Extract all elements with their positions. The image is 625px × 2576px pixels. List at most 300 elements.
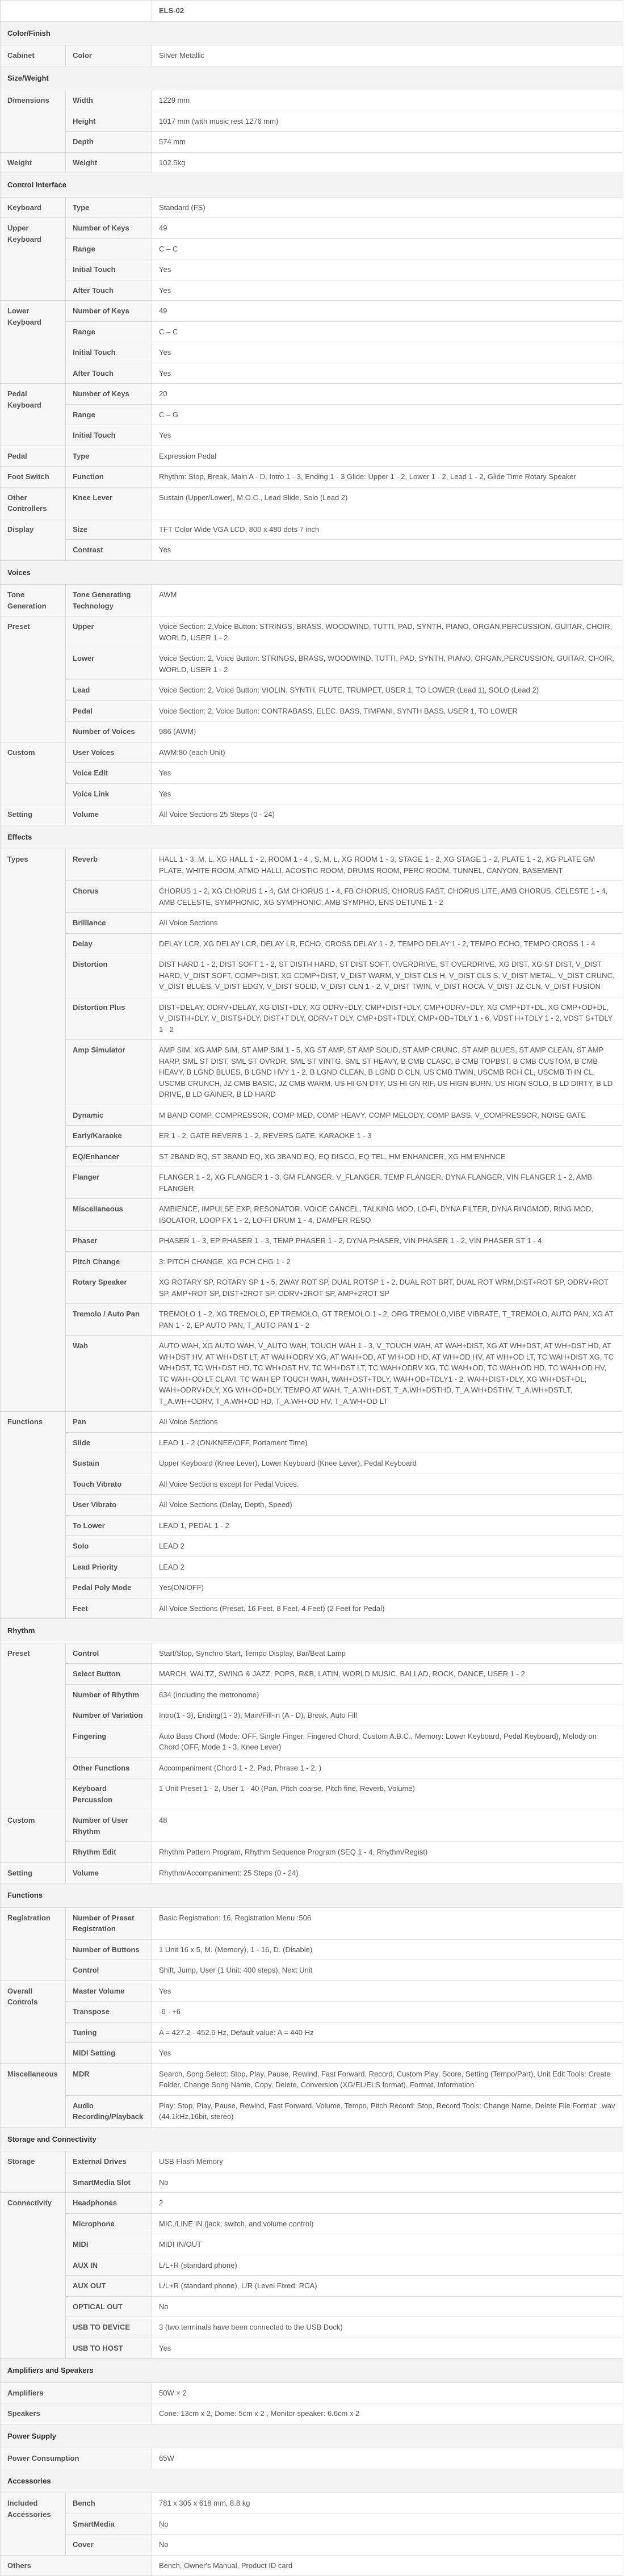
row-value: LEAD 2	[152, 1556, 623, 1578]
row-value: All Voice Sections except for Pedal Voices.	[152, 1474, 623, 1495]
row-label: Select Button	[66, 1664, 152, 1685]
section-header-row	[1, 1619, 623, 1643]
spec-row	[1, 45, 623, 66]
spec-row	[1, 997, 623, 1040]
row-group-label: Amplifiers	[1, 2382, 152, 2403]
row-label: AUX OUT	[66, 2276, 152, 2297]
row-label: Initial Touch	[66, 342, 152, 363]
spec-row	[1, 1578, 623, 1599]
spec-row	[1, 1556, 623, 1578]
spec-row	[1, 1167, 623, 1199]
row-value: Yes(ON/OFF)	[152, 1578, 623, 1599]
row-label: Initial Touch	[66, 259, 152, 280]
row-label: Color	[66, 45, 152, 66]
row-label: Rhythm Edit	[66, 1842, 152, 1863]
spec-row	[1, 2151, 623, 2172]
spec-row	[1, 2317, 623, 2338]
spec-row	[1, 1146, 623, 1167]
spec-row	[1, 1515, 623, 1536]
row-label: Control	[66, 1643, 152, 1664]
row-value: Standard (FS)	[152, 197, 623, 218]
row-value: 986 (AWM)	[152, 721, 623, 742]
section-header-row	[1, 2127, 623, 2151]
row-value: 634 (including the metronome)	[152, 1684, 623, 1705]
spec-row	[1, 2493, 623, 2514]
row-label: Brilliance	[66, 913, 152, 934]
spec-row	[1, 1231, 623, 1252]
spec-row	[1, 1412, 623, 1433]
row-value: MIDI IN/OUT	[152, 2234, 623, 2255]
section-title: Power Supply	[1, 2424, 623, 2448]
row-label: Delay	[66, 933, 152, 954]
spec-row	[1, 2002, 623, 2023]
spec-row	[1, 111, 623, 132]
row-label: AUX IN	[66, 2255, 152, 2276]
spec-row	[1, 933, 623, 954]
spec-row	[1, 342, 623, 363]
row-label: Wah	[66, 1336, 152, 1412]
row-value: Expression Pedal	[152, 446, 623, 467]
spec-row	[1, 2063, 623, 2095]
spec-row	[1, 1862, 623, 1883]
row-value: Bench, Owner's Manual, Product ID card	[152, 2555, 623, 2576]
spec-row	[1, 384, 623, 405]
row-value: 48	[152, 1810, 623, 1842]
row-value: Yes	[152, 783, 623, 804]
spec-row	[1, 1810, 623, 1842]
row-value: Upper Keyboard (Knee Lever), Lower Keyboard (Knee Lever), Pedal Keyboard	[152, 1453, 623, 1474]
row-label: Number of Voices	[66, 721, 152, 742]
row-label: Number of User Rhythm	[66, 1810, 152, 1842]
spec-row	[1, 2296, 623, 2317]
row-value: AMBIENCE, IMPULSE EXP, RESONATOR, VOICE CANCEL, TALKING MOD, LO-FI, DYNA FILTER, DYNA RINGMOD, RING MOD, ISOLATOR, LOOP FX 1 - 2, LO-FI DRUM 1 - 4, DAMPER RESO	[152, 1199, 623, 1231]
row-value: LEAD 1 - 2 (ON/KNEE/OFF, Portament Time)	[152, 1432, 623, 1453]
row-group-label: Storage	[1, 2151, 66, 2193]
row-label: OPTICAL OUT	[66, 2296, 152, 2317]
row-value: Intro(1 - 3), Ending(1 - 3), Main/Fill-in (A - D), Break, Auto Fill	[152, 1705, 623, 1726]
spec-row	[1, 363, 623, 384]
row-label: Size	[66, 519, 152, 540]
row-label: Phaser	[66, 1231, 152, 1252]
row-value: 2	[152, 2193, 623, 2214]
spec-row	[1, 2338, 623, 2359]
row-label: MIDI Setting	[66, 2043, 152, 2064]
spec-row	[1, 301, 623, 322]
spec-row	[1, 446, 623, 467]
row-value: Start/Stop, Synchro Start, Tempo Display, Bar/Beat Lamp	[152, 1643, 623, 1664]
section-title: Storage and Connectivity	[1, 2127, 623, 2151]
spec-row	[1, 132, 623, 153]
row-value: Accompaniment (Chord 1 - 2, Pad, Phrase 1 - 2, )	[152, 1757, 623, 1778]
row-label: Early/Karaoke	[66, 1126, 152, 1147]
row-group-label: Types	[1, 849, 66, 1412]
row-value: Yes	[152, 2338, 623, 2359]
spec-row	[1, 742, 623, 763]
spec-row	[1, 1939, 623, 1960]
row-value: All Voice Sections (Preset, 16 Feet, 8 Feet, 4 Feet) (2 Feet for Pedal)	[152, 1598, 623, 1619]
row-label: Weight	[66, 152, 152, 173]
row-value: L/L+R (standard phone)	[152, 2255, 623, 2276]
spec-row	[1, 1757, 623, 1778]
row-value: TFT Color Wide VGA LCD, 800 x 480 dots 7 inch	[152, 519, 623, 540]
spec-row	[1, 881, 623, 913]
section-title: Color/Finish	[1, 21, 623, 45]
row-label: Lead Priority	[66, 1556, 152, 1578]
row-value: Yes	[152, 259, 623, 280]
row-value: C – C	[152, 321, 623, 342]
spec-row	[1, 2213, 623, 2234]
spec-row	[1, 2514, 623, 2535]
spec-row	[1, 783, 623, 804]
section-title: Size/Weight	[1, 66, 623, 90]
row-group-label: Keyboard	[1, 197, 66, 218]
section-title: Voices	[1, 560, 623, 585]
row-value: CHORUS 1 - 2, XG CHORUS 1 - 4, GM CHORUS 1 - 4, FB CHORUS, CHORUS FAST, CHORUS LITE, AMB CHORUS, CELESTE 1 - 4, AMB CELESTE, SYMPHONIC, XG SYMPHONIC, AMB SYMPHO, ENS DETUNE 1 - 2	[152, 881, 623, 913]
row-value: Voice Section: 2, Voice Button: CONTRABASS, ELEC. BASS, TIMPANI, SYNTH BASS, USER 1, TO LOWER	[152, 700, 623, 721]
row-label: Tone Generating Technology	[66, 585, 152, 616]
row-group-label: Functions	[1, 1412, 66, 1619]
row-label: Number of Buttons	[66, 1939, 152, 1960]
row-value: C – C	[152, 238, 623, 259]
row-label: Pitch Change	[66, 1251, 152, 1272]
row-group-label: Connectivity	[1, 2193, 66, 2359]
spec-row	[1, 259, 623, 280]
row-label: Number of Rhythm	[66, 1684, 152, 1705]
row-label: Number of Variation	[66, 1705, 152, 1726]
spec-row	[1, 90, 623, 111]
row-label: Lower	[66, 648, 152, 680]
row-value: ER 1 - 2, GATE REVERB 1 - 2, REVERS GATE, KARAOKE 1 - 3	[152, 1126, 623, 1147]
spec-row	[1, 954, 623, 997]
row-group-label: Tone Generation	[1, 585, 66, 616]
row-label: Dynamic	[66, 1105, 152, 1126]
spec-row	[1, 1726, 623, 1757]
row-value: 781 x 305 x 618 mm, 8.8 kg	[152, 2493, 623, 2514]
spec-row	[1, 1981, 623, 2002]
row-value: Yes	[152, 342, 623, 363]
spec-row	[1, 280, 623, 301]
spec-row	[1, 1705, 623, 1726]
row-label: USB TO DEVICE	[66, 2317, 152, 2338]
spec-row	[1, 1684, 623, 1705]
row-value: Silver Metallic	[152, 45, 623, 66]
row-label: Tuning	[66, 2022, 152, 2043]
row-value: 65W	[152, 2448, 623, 2469]
row-label: Pedal	[66, 700, 152, 721]
row-group-label: Pedal Keyboard	[1, 384, 66, 446]
row-group-label: Custom	[1, 742, 66, 804]
spec-row	[1, 2255, 623, 2276]
row-group-label: Pedal	[1, 446, 66, 467]
row-label: Feet	[66, 1598, 152, 1619]
row-value: AWM:80 (each Unit)	[152, 742, 623, 763]
section-title: Control Interface	[1, 173, 623, 198]
spec-row	[1, 238, 623, 259]
row-label: Initial Touch	[66, 425, 152, 446]
row-label: After Touch	[66, 280, 152, 301]
row-group-label: Dimensions	[1, 90, 66, 153]
row-label: Transpose	[66, 2002, 152, 2023]
row-value: AMP SIM, XG AMP SIM, ST AMP SIM 1 - 5, XG ST AMP, ST AMP SOLID, ST AMP CRUNC, ST AMP BLUES, ST AMP CLEAN, ST AMP HARP, SML ST DIST, SML ST OVRDR, SML ST VINTG, SML ST HEAVY, B CMB CLASC, B CMB TOPBST, B CMB CUSTOM, B CMB HEAVY, B LGND BLUES, B LGND HVY 1 - 2, B LGND CLEAN, B LGND D CLN, US CMB TWIN, USCMB RCH CL, USCMB THN CL, USCMB CRUNCH, JZ CMB BASIC, JZ CMB WARM, US HI GN DTY, US HI GN RIF, US HIGN BURN, US HIGN SOLO, B LD DIRTY, B LD DRIVE, B LD GAINER, B LD HARD	[152, 1040, 623, 1105]
row-label: Type	[66, 446, 152, 467]
row-group-label: Lower Keyboard	[1, 301, 66, 384]
spec-row	[1, 2095, 623, 2127]
row-value: 1 Unit Preset 1 - 2, User 1 - 40 (Pan, Pitch coarse, Pitch fine, Reverb, Volume)	[152, 1778, 623, 1810]
row-value: DELAY LCR, XG DELAY LCR, DELAY LR, ECHO, CROSS DELAY 1 - 2, TEMPO DELAY 1 - 2, TEMPO ECHO, TEMPO CROSS 1 - 4	[152, 933, 623, 954]
row-value: Voice Section: 2, Voice Button: STRINGS, BRASS, WOODWIND, TUTTI, PAD, SYNTH, PIANO, ORGAN,PERCUSSION, GUITAR, CHOIR, WORLD, USER 1 - 2	[152, 648, 623, 680]
spec-table-body	[1, 21, 623, 2576]
section-title: Rhythm	[1, 1619, 623, 1643]
spec-row	[1, 404, 623, 425]
row-label: Amp Simulator	[66, 1040, 152, 1105]
row-label: Range	[66, 404, 152, 425]
section-header-row	[1, 2469, 623, 2493]
row-value: AWM	[152, 585, 623, 616]
row-value: 49	[152, 301, 623, 322]
row-label: Miscellaneous	[66, 1199, 152, 1231]
row-label: Function	[66, 467, 152, 488]
row-group-label: Foot Switch	[1, 467, 66, 488]
row-label: SmartMedia	[66, 2514, 152, 2535]
row-label: USB TO HOST	[66, 2338, 152, 2359]
row-label: User Voices	[66, 742, 152, 763]
row-label: Width	[66, 90, 152, 111]
spec-row	[1, 1126, 623, 1147]
spec-row	[1, 2172, 623, 2193]
row-value: All Voice Sections 25 Steps (0 - 24)	[152, 804, 623, 825]
row-value: 20	[152, 384, 623, 405]
row-label: Knee Lever	[66, 487, 152, 519]
row-value: 3 (two terminals have been connected to the USB Dock)	[152, 2317, 623, 2338]
spec-row	[1, 1907, 623, 1939]
row-group-label: Upper Keyboard	[1, 218, 66, 301]
row-value: MIC./LINE IN (jack, switch, and volume control)	[152, 2213, 623, 2234]
row-label: MIDI	[66, 2234, 152, 2255]
row-value: All Voice Sections	[152, 1412, 623, 1433]
row-label: Microphone	[66, 2213, 152, 2234]
spec-row	[1, 2535, 623, 2556]
section-title: Effects	[1, 825, 623, 849]
row-label: Distortion	[66, 954, 152, 997]
row-label: External Drives	[66, 2151, 152, 2172]
row-value: PHASER 1 - 3, EP PHASER 1 - 3, TEMP PHASER 1 - 2, DYNA PHASER, VIN PHASER 1 - 2, VIN PHASER ST 1 - 4	[152, 1231, 623, 1252]
spec-row	[1, 1432, 623, 1453]
product-name: ELS-02	[152, 1, 623, 22]
row-label: Bench	[66, 2493, 152, 2514]
row-value: 574 mm	[152, 132, 623, 153]
row-value: No	[152, 2172, 623, 2193]
section-header-row	[1, 173, 623, 198]
row-label: Volume	[66, 1862, 152, 1883]
spec-row	[1, 1251, 623, 1272]
row-label: Keyboard Percussion	[66, 1778, 152, 1810]
row-value: L/L+R (standard phone), L/R (Level Fixed: RCA)	[152, 2276, 623, 2297]
row-group-label: Setting	[1, 804, 66, 825]
row-value: M BAND COMP, COMPRESSOR, COMP MED, COMP HEAVY, COMP MELODY, COMP BASS, V_COMPRESSOR, NOISE GATE	[152, 1105, 623, 1126]
row-value: C – G	[152, 404, 623, 425]
row-label: Volume	[66, 804, 152, 825]
row-group-label: Speakers	[1, 2403, 152, 2424]
row-value: XG ROTARY SP, ROTARY SP 1 - 5, 2WAY ROT SP, DUAL ROTSP 1 - 2, DUAL ROT BRT, DUAL ROT WRM,DIST+ROT SP, ODRV+ROT SP, AMP+ROT SP, DIST+2ROT SP, ODRV+2ROT SP, AMP+2ROT SP	[152, 1272, 623, 1304]
row-label: Flanger	[66, 1167, 152, 1199]
spec-row	[1, 849, 623, 881]
spec-row	[1, 321, 623, 342]
spec-row	[1, 2448, 623, 2469]
row-label: Reverb	[66, 849, 152, 881]
row-group-label: Registration	[1, 1907, 66, 1981]
spec-row	[1, 1336, 623, 1412]
row-value: Yes	[152, 425, 623, 446]
spec-row	[1, 2193, 623, 2214]
spec-row	[1, 1536, 623, 1557]
row-label: Chorus	[66, 881, 152, 913]
row-value: 1 Unit 16 x 5, M. (Memory), 1 - 16, D. (Disable)	[152, 1939, 623, 1960]
row-label: Upper	[66, 616, 152, 648]
row-value: Yes	[152, 540, 623, 561]
row-label: Depth	[66, 132, 152, 153]
row-label: Rotary Speaker	[66, 1272, 152, 1304]
row-label: Sustain	[66, 1453, 152, 1474]
row-value: ST 2BAND EQ, ST 3BAND EQ, XG 3BAND EQ, EQ DISCO, EQ TEL, HM ENHANCER, XG HM ENHNCE	[152, 1146, 623, 1167]
row-label: Lead	[66, 680, 152, 701]
section-title: Functions	[1, 1883, 623, 1908]
row-value: Yes	[152, 280, 623, 301]
row-value: Basic Registration: 16, Registration Menu :506	[152, 1907, 623, 1939]
spec-row	[1, 2403, 623, 2424]
spec-row	[1, 1960, 623, 1981]
row-label: Control	[66, 1960, 152, 1981]
section-header-row	[1, 2359, 623, 2383]
spec-row	[1, 218, 623, 239]
spec-row	[1, 2276, 623, 2297]
row-value: Rhythm Pattern Program, Rhythm Sequence Program (SEQ 1 - 4, Rhythm/Regist)	[152, 1842, 623, 1863]
product-header-row	[1, 1, 623, 22]
row-value: 1017 mm (with music rest 1276 mm)	[152, 111, 623, 132]
spec-row	[1, 467, 623, 488]
row-group-label: Included Accessories	[1, 2493, 66, 2556]
blank-cell	[1, 1, 152, 22]
row-label: Tremolo / Auto Pan	[66, 1304, 152, 1336]
row-value: FLANGER 1 - 2, XG FLANGER 1 - 3, GM FLANGER, V_FLANGER, TEMP FLANGER, DYNA FLANGER, VIN FLANGER 1 - 2, AMB FLANGER	[152, 1167, 623, 1199]
row-value: Play: Stop, Play, Pause, Rewind, Fast Forward, Volume, Tempo, Pitch Record: Stop, Record Tools: Change Name, Delete File Format: .wav (44.1kHz,16bit, stereo)	[152, 2095, 623, 2127]
spec-row	[1, 519, 623, 540]
row-value: 1229 mm	[152, 90, 623, 111]
row-label: Pan	[66, 1412, 152, 1433]
row-group-label: Miscellaneous	[1, 2063, 66, 2127]
spec-row	[1, 1040, 623, 1105]
row-value: Voice Section: 2,Voice Button: STRINGS, BRASS, WOODWIND, TUTTI, PAD, SYNTH, PIANO, ORGAN,PERCUSSION, GUITAR, CHOIR, WORLD, USER 1 - 2	[152, 616, 623, 648]
spec-row	[1, 804, 623, 825]
row-label: EQ/Enhancer	[66, 1146, 152, 1167]
row-value: 49	[152, 218, 623, 239]
spec-row	[1, 425, 623, 446]
row-label: To Lower	[66, 1515, 152, 1536]
spec-row	[1, 616, 623, 648]
spec-row	[1, 540, 623, 561]
row-label: Voice Link	[66, 783, 152, 804]
spec-row	[1, 1842, 623, 1863]
row-label: Audio Recording/Playback	[66, 2095, 152, 2127]
spec-row	[1, 2382, 623, 2403]
row-value: No	[152, 2296, 623, 2317]
row-value: AUTO WAH, XG AUTO WAH, V_AUTO WAH, TOUCH WAH 1 - 3, V_TOUCH WAH, AT WAH+DIST, XG AT WH+DST, AT WH+DST HD, AT WH+DST HV, AT WH+DST LT, AT WAH+ODRV XG, AT WAH+OD, AT WH+OD HD, AT WH+OD HV, AT WH+OD LT, TC WAH+DIST XG, TC WH+DST, TC WH+DST HD, TC WH+DST HV, TC WH+DST LT, TC WAH+ODRV XG, TC WAH+OD, TC WAH+OD HD, TC WAH+OD HV, TC WAH+OD LT CLAVI, TC WAH EP TOUCH WAH, WAH+DST+TDLY, WAH+OD+TDLY1 - 2, WAH+DIST+DLY, XG WH+DST+DL, WAH+ODRV+DLY, XG WH+OD+DLY, TEMPO AT WAH, T_A.WH+DST, T_A.WH+DSTHD, T_A.WH+DSTHV, T_A.WH+DSTLT, T_A.WH+ODRV, T_A.WH+OD HD, T_A.WH+OD HV, T_A.WH+OD LT	[152, 1336, 623, 1412]
row-value: DIST+DELAY, ODRV+DELAY, XG DIST+DLY, XG ODRV+DLY, CMP+DIST+DLY, CMP+ODRV+DLY, XG CMP+DT+DL, XG CMP+OD+DL, V_DISTH+DLY, V_DISTS+DLY, DIST+T DLY, ODRV+T DLY, CMP+DST+TDLY, CMP+OD+TDLY 1 - 6, VDST H+TDLY 1 - 2, VDST S+TDLY 1 - 2	[152, 997, 623, 1040]
row-label: Headphones	[66, 2193, 152, 2214]
spec-row	[1, 2043, 623, 2064]
row-group-label: Display	[1, 519, 66, 560]
row-value: USB Flash Memory	[152, 2151, 623, 2172]
row-label: Number of Keys	[66, 218, 152, 239]
spec-row	[1, 152, 623, 173]
spec-row	[1, 700, 623, 721]
row-value: 102.5kg	[152, 152, 623, 173]
row-label: Other Functions	[66, 1757, 152, 1778]
row-group-label: Custom	[1, 1810, 66, 1863]
row-group-label: Power Consumption	[1, 2448, 152, 2469]
section-header-row	[1, 66, 623, 90]
row-label: Fingering	[66, 1726, 152, 1757]
row-value: 3: PITCH CHANGE, XG PCH CHG 1 - 2	[152, 1251, 623, 1272]
spec-row	[1, 648, 623, 680]
row-value: Yes	[152, 2043, 623, 2064]
row-value: HALL 1 - 3, M, L, XG HALL 1 - 2, ROOM 1 - 4 , S, M, L, XG ROOM 1 - 3, STAGE 1 - 2, XG STAGE 1 - 2, PLATE 1 - 2, XG PLATE GM PLATE, WHITE ROOM, ATMO HALLI, ACOSTIC ROOM, DRUMS ROOM, PERC ROOM, TUNNEL, CANYON, BASEMENT	[152, 849, 623, 881]
row-value: Voice Section: 2, Voice Button: VIOLIN, SYNTH, FLUTE, TRUMPET, USER 1, TO LOWER (Lead 1), SOLO (Lead 2)	[152, 680, 623, 701]
spec-row	[1, 487, 623, 519]
row-label: MDR	[66, 2063, 152, 2095]
spec-row	[1, 585, 623, 616]
row-value: 50W × 2	[152, 2382, 623, 2403]
row-value: No	[152, 2514, 623, 2535]
row-value: DIST HARD 1 - 2, DIST SOFT 1 - 2, ST DISTH HARD, ST DIST SOFT, OVERDRIVE, ST OVERDRIVE, XG DIST, XG ST DIST, V_DIST HARD, V_DIST SOFT, COMP+DIST, XG COMP+DIST, V_DIST WARM, V_DIST CLS H, V_DIST CLS S, V_DIST METAL, V_DIST CRUNC, V_DIST BLUES, V_DIST EDGY, V_DIST SOLID, V_DIST CLN 1 - 2, V_DIST TWIN, V_DIST ROCA, V_DIST JZ CLN, V_DIST FUSION	[152, 954, 623, 997]
section-header-row	[1, 21, 623, 45]
spec-row	[1, 1272, 623, 1304]
spec-row	[1, 763, 623, 784]
section-header-row	[1, 2424, 623, 2448]
row-value: -6 - +6	[152, 2002, 623, 2023]
row-value: TREMOLO 1 - 2, XG TREMOLO, EP TREMOLO, GT TREMOLO 1 - 2, ORG TREMOLO,VIBE VIBRATE, T_TREMOLO, AUTO PAN, XG AT PAN 1 - 2, EP AUTO PAN, T_AUTO PAN 1 - 2	[152, 1304, 623, 1336]
spec-row	[1, 1304, 623, 1336]
spec-row	[1, 1778, 623, 1810]
spec-row	[1, 913, 623, 934]
spec-row	[1, 2234, 623, 2255]
section-header-row	[1, 1883, 623, 1908]
row-value: MARCH, WALTZ, SWING & JAZZ, POPS, R&B, LATIN, WORLD MUSIC, BALLAD, ROCK, DANCE, USER 1 - 2	[152, 1664, 623, 1685]
row-value: A = 427.2 - 452.6 Hz, Default value: A = 440 Hz	[152, 2022, 623, 2043]
row-label: Range	[66, 238, 152, 259]
row-group-label: Other Controllers	[1, 487, 66, 519]
row-label: Number of Keys	[66, 301, 152, 322]
row-value: Sustain (Upper/Lower), M.O.C., Lead Slide, Solo (Lead 2)	[152, 487, 623, 519]
row-label: Voice Edit	[66, 763, 152, 784]
row-value: Auto Bass Chord (Mode: OFF, Single Finger, Fingered Chord, Custom A.B.C., Memory: Lower Keyboard, Pedal Keyboard), Melody on Chord (OFF, Mode 1 - 3, Knee Lever)	[152, 1726, 623, 1757]
row-group-label: Cabinet	[1, 45, 66, 66]
section-title: Accessories	[1, 2469, 623, 2493]
row-group-label: Preset	[1, 616, 66, 742]
row-group-label: Weight	[1, 152, 66, 173]
row-value: No	[152, 2535, 623, 2556]
row-label: Cover	[66, 2535, 152, 2556]
row-label: Range	[66, 321, 152, 342]
row-value: Rhythm: Stop, Break, Main A - D, Intro 1 - 3, Ending 1 - 3 Glide: Upper 1 - 2, Lower 1 - 2, Lead 1 - 2, Glide Time Rotary Speaker	[152, 467, 623, 488]
spec-row	[1, 1199, 623, 1231]
row-label: Master Volume	[66, 1981, 152, 2002]
row-label: SmartMedia Slot	[66, 2172, 152, 2193]
row-label: Slide	[66, 1432, 152, 1453]
row-label: After Touch	[66, 363, 152, 384]
section-header-row	[1, 560, 623, 585]
row-label: Type	[66, 197, 152, 218]
row-group-label: Preset	[1, 1643, 66, 1810]
